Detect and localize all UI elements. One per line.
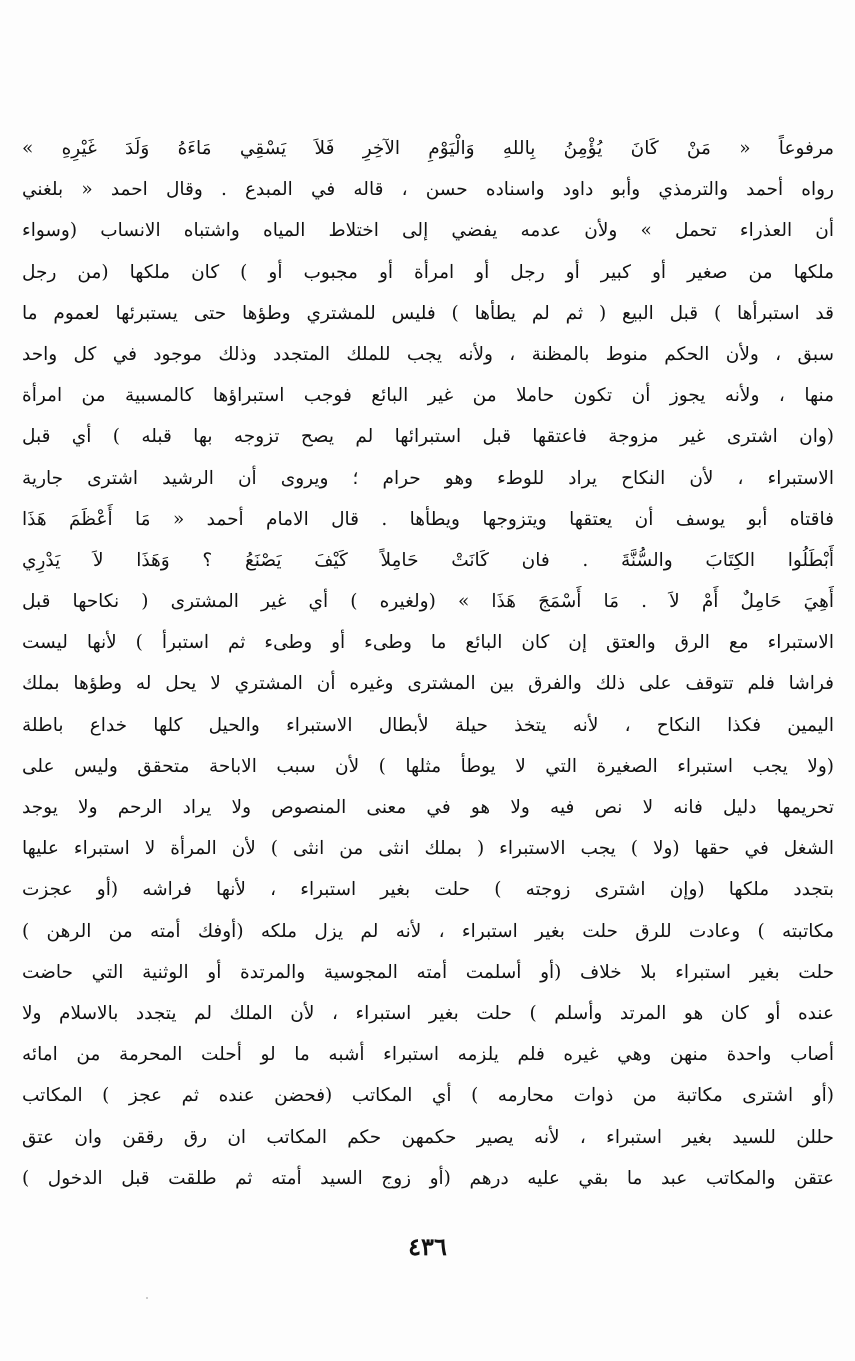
text-line: فاقتاه أبو يوسف أن يعتقها ويتزوجها ويطأها . قال الامام أحمد « مَا أَعْظَمَ هَذَا (22, 508, 834, 530)
text-line: حللن للسيد بغير استبراء ، لأنه يصير حكمهن حكم المكاتب ان رق رققن وان عتق (22, 1126, 834, 1148)
text-line: (ولا يجب استبراء الصغيرة التي لا يوطأ مثلها ) لأن سبب الاباحة متحقق وليس على (22, 755, 834, 777)
text-line: الاستبراء ، لأن النكاح يراد للوطء وهو حرام ؛ ويروى أن الرشيد اشترى جارية (22, 467, 834, 489)
text-line: مرفوعاً « مَنْ كَانَ يُؤْمِنُ بِاللهِ وَالْيَوْمِ الآخِرِ فَلاَ يَسْقِي مَاءَهُ وَلَدَ غَيْرِهِ » (22, 138, 834, 159)
text-line: مكاتبته ) وعادت للرق حلت بغير استبراء ، لأنه لم يزل ملكه (أوفك أمته من الرهن ) (22, 920, 834, 942)
text-line: عنده أو كان هو المرتد وأسلم ) حلت بغير استبراء ، لأن الملك لم يتجدد بالاسلام ولا (22, 1002, 834, 1024)
text-line: الشغل في حقها (ولا ) يجب الاستبراء ( بملك انثى من انثى ) لأن المرأة لا استبراء عليها (22, 838, 834, 860)
text-line: أصاب واحدة منهن وهي غيره فلم يلزمه استبراء أشبه ما لو أحلت المحرمة من امائه (22, 1044, 834, 1066)
text-line: أَبْطَلُوا الكِتَابَ والسُّنَّةَ . فان كَانَتْ حَامِلاً كَيْفَ يَصْنَعُ ؟ وَهَذَا لاَ يَدْرِي (22, 549, 834, 571)
body-text (22, 128, 834, 1199)
text-line: (أو اشترى مكاتبة من ذوات محارمه ) أي المكاتب (فحضن عنده ثم عجز ) المكاتب (22, 1085, 834, 1107)
text-line: الاستبراء مع الرق والعتق إن كان البائع ما وطىء أو وطىء ثم استبرأ ) لأنها ليست (22, 632, 834, 654)
text-line: سبق ، ولأن الحكم منوط بالمظنة ، ولأنه يجب للملك المتجدد وذلك موجود في كل واحد (22, 343, 834, 365)
text-line: أَهِيَ حَامِلٌ أَمْ لاَ . مَا أَسْمَجَ هَذَا » (ولغيره ) أي غير المشترى ( نكاحها قبل (22, 591, 834, 613)
text-line: (وان اشترى غير مزوجة فاعتقها قبل استبرائها لم يصح تزوجه بها قبله ) أي قبل (22, 426, 834, 448)
text-line: بتجدد ملكها (وإن اشترى زوجته ) حلت بغير استبراء ، لأنها فراشه (أو عجزت (22, 879, 834, 901)
text-line: أن العذراء تحمل » ولأن عدمه يفضي إلى اختلاط المياه واشتباه الانساب (وسواء (22, 220, 834, 242)
text-line: فراشا فلم تتوقف على ذلك والفرق بين المشترى وغيره أن المشتري لا يحل له وطؤها بملك (22, 673, 834, 695)
text-line: ملكها من صغير أو كبير أو رجل أو امرأة أو مجبوب أو ) كان ملكها (من رجل (22, 261, 834, 283)
text-line: تحريمها دليل فانه لا نص فيه ولا هو في معنى المنصوص ولا يراد الرحم ولا يوجد (22, 797, 834, 818)
text-line: عتقن والمكاتب عبد ما بقي عليه درهم (أو زوج السيد أمته ثم طلقت قبل الدخول ) (22, 1167, 834, 1189)
text-line: قد استبرأها ) قبل البيع ( ثم لم يطأها ) فليس للمشتري وطؤها حتى يستبرئها لعموم ما (22, 302, 834, 324)
text-line: اليمين فكذا النكاح ، لأنه يتخذ حيلة لأبطال الاستبراء والحيل كلها خداع باطلة (22, 714, 834, 736)
text-line: حلت بغير استبراء بلا خلاف (أو أسلمت أمته المجوسية والمرتدة أو الوثنية التي حاضت (22, 961, 834, 983)
page-number: ٤٣٦ (408, 1232, 447, 1261)
text-line: منها ، ولأنه يجوز أن تكون حاملا من غير البائع فوجب استبراؤها كالمسبية من امرأة (22, 385, 834, 407)
scan-speck (146, 1297, 148, 1299)
text-line: رواه أحمد والترمذي وأبو داود واسناده حسن ، قاله في المبدع . وقال احمد « بلغني (22, 179, 834, 201)
